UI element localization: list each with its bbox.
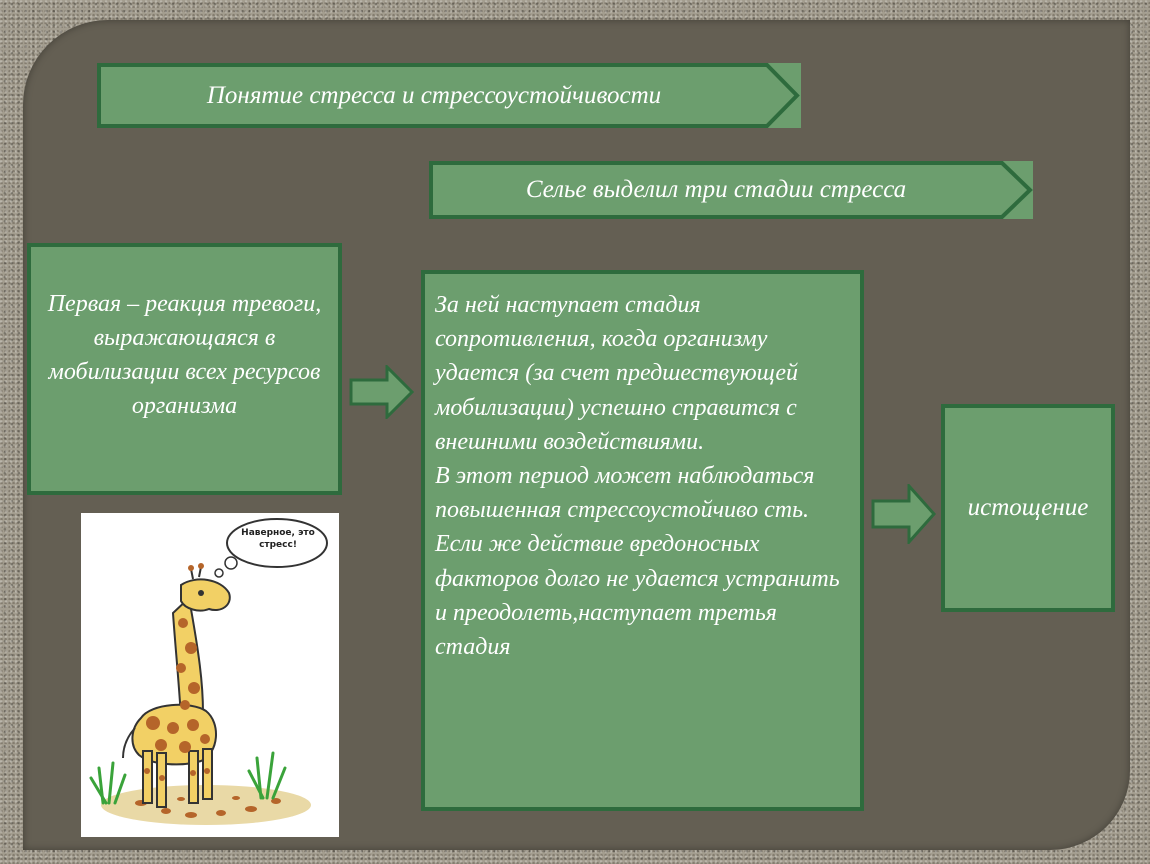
stage-two-paragraph-3: Если же действие вредоносных факторов долго не удается устранить и преодолеть,наступает третья стадия — [435, 531, 840, 661]
stage-one-text: Первая – реакция тревоги, выражающаяся в мобилизации всех ресурсов организма — [47, 291, 322, 419]
slide-subtitle: Селье выделил три стадии стресса — [525, 176, 907, 203]
stage-one-box — [27, 243, 342, 495]
title-banner — [97, 63, 801, 128]
stage-three-text: истощение — [967, 494, 1089, 521]
arrow-right-icon — [871, 484, 937, 544]
slide-title: Понятие стресса и стрессоустойчивости — [206, 81, 662, 109]
speech-bubble-text: Наверное, это стресс! — [241, 528, 315, 550]
stage-two-paragraph-1: За ней наступает стадия сопротивления, когда организму удается (за счет предшествующей мобилизации) успешно справится с внешними воздействиями. — [435, 292, 798, 455]
subtitle-banner — [429, 161, 1033, 219]
arrow-right-icon — [349, 365, 415, 419]
stage-two-paragraph-2: В этот период может наблюдаться повышенная стрессоустойчиво сть. — [435, 463, 815, 524]
stage-three-box — [941, 404, 1115, 612]
giraffe-icon — [81, 513, 339, 837]
giraffe-illustration — [81, 513, 339, 837]
stage-two-box — [421, 270, 864, 811]
